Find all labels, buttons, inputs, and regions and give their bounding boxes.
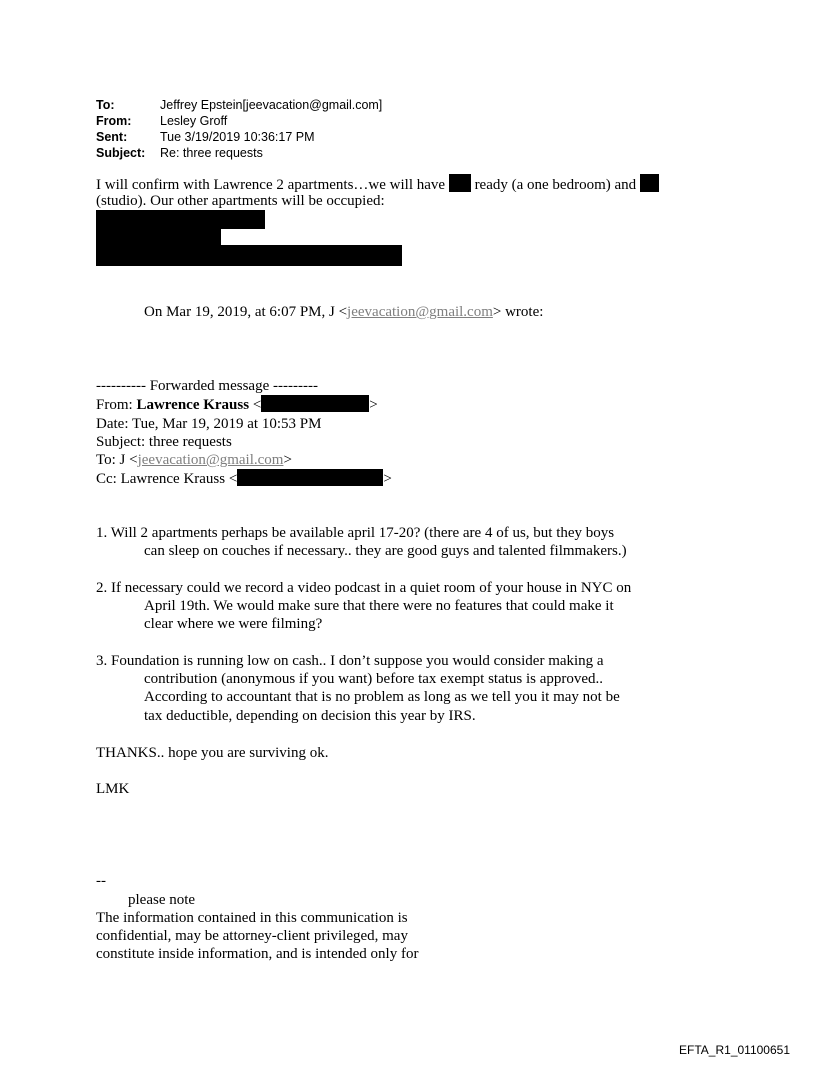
redaction (96, 245, 402, 266)
forward-from-close: > (369, 397, 378, 414)
request-item-1 (96, 524, 696, 560)
to-label: To: (96, 98, 115, 112)
forwarded-header (96, 377, 392, 489)
header-to-row (96, 97, 382, 113)
request-item-line: April 19th. We would make sure that there were no features that could make it (144, 598, 614, 615)
reply-line-1 (96, 174, 659, 194)
request-item-line: According to accountant that is no problem as long as we tell you it may not be (144, 689, 620, 706)
document-id: EFTA_R1_01100651 (679, 1043, 790, 1057)
redaction (640, 174, 659, 192)
header-from-row (96, 113, 382, 129)
quote-intro (144, 303, 543, 321)
please-note: please note (128, 892, 196, 908)
forward-subject: Subject: three requests (96, 433, 232, 450)
redaction (261, 395, 369, 412)
disclaimer-line: constitute inside information, and is intended only for (96, 946, 419, 962)
quote-intro-suffix: > wrote: (492, 304, 544, 320)
forward-to-close: > (283, 452, 292, 469)
forward-from-open: < (249, 397, 262, 414)
to-value: Jeffrey Epstein[jeevacation@gmail.com] (160, 98, 383, 112)
request-item-line: 1. Will 2 apartments perhaps be available april 17-20? (there are 4 of us, but they boys (96, 525, 615, 541)
forward-cc (96, 469, 392, 488)
forward-divider: ---------- Forwarded message --------- (96, 378, 318, 394)
subject-value: Re: three requests (160, 146, 263, 160)
request-item-line: 2. If necessary could we record a video podcast in a quiet room of your house in NYC on (96, 580, 632, 596)
closing-thanks: THANKS.. hope you are surviving ok. (96, 745, 329, 761)
header-subject-row (96, 145, 382, 161)
request-item-line: 3. Foundation is running low on cash.. I don’t suppose you would consider making a (96, 653, 604, 669)
email-header (96, 97, 382, 161)
redaction (449, 174, 471, 192)
from-label: From: (96, 114, 132, 128)
forward-from-name: Lawrence Krauss (136, 397, 250, 414)
request-item-line: tax deductible, depending on decision this year by IRS. (144, 707, 476, 724)
redaction (96, 210, 265, 229)
forward-cc-close: > (383, 471, 392, 488)
forward-cc-label: Cc: Lawrence Krauss < (96, 471, 238, 488)
sent-label: Sent: (96, 130, 128, 144)
forward-to (96, 451, 392, 469)
quote-intro-prefix: On Mar 19, 2019, at 6:07 PM, J < (144, 304, 348, 320)
from-value: Lesley Groff (160, 114, 228, 128)
reply-line-1-b: ready (a one bedroom) and (474, 177, 637, 193)
forward-to-email-link[interactable]: jeevacation@gmail.com (137, 452, 284, 469)
request-item-line: contribution (anonymous if you want) before tax exempt status is approved.. (144, 671, 604, 688)
request-item-2 (96, 579, 696, 634)
forward-from (96, 395, 392, 414)
disclaimer-line: The information contained in this communication is (96, 910, 408, 926)
disclaimer-line: confidential, may be attorney-client privileged, may (96, 928, 408, 944)
signature-dashes: -- (96, 873, 106, 889)
quote-email-link[interactable]: jeevacation@gmail.com (347, 304, 493, 320)
forward-to-label: To: J < (96, 452, 138, 469)
forward-date: Date: Tue, Mar 19, 2019 at 10:53 PM (96, 415, 322, 432)
header-sent-row (96, 129, 382, 145)
reply-line-1-a: I will confirm with Lawrence 2 apartments…we will have (96, 177, 446, 193)
request-item-3 (96, 652, 696, 725)
request-item-line: clear where we were filming? (144, 616, 323, 633)
redaction (237, 469, 383, 486)
closing-signature: LMK (96, 781, 130, 797)
forward-from-label: From: (96, 397, 137, 414)
sent-value: Tue 3/19/2019 10:36:17 PM (160, 130, 315, 144)
redaction (96, 229, 221, 245)
subject-label: Subject: (96, 146, 146, 160)
reply-line-2: (studio). Our other apartments will be occupied: (96, 193, 385, 209)
request-item-line: can sleep on couches if necessary.. they are good guys and talented filmmakers.) (144, 543, 627, 560)
